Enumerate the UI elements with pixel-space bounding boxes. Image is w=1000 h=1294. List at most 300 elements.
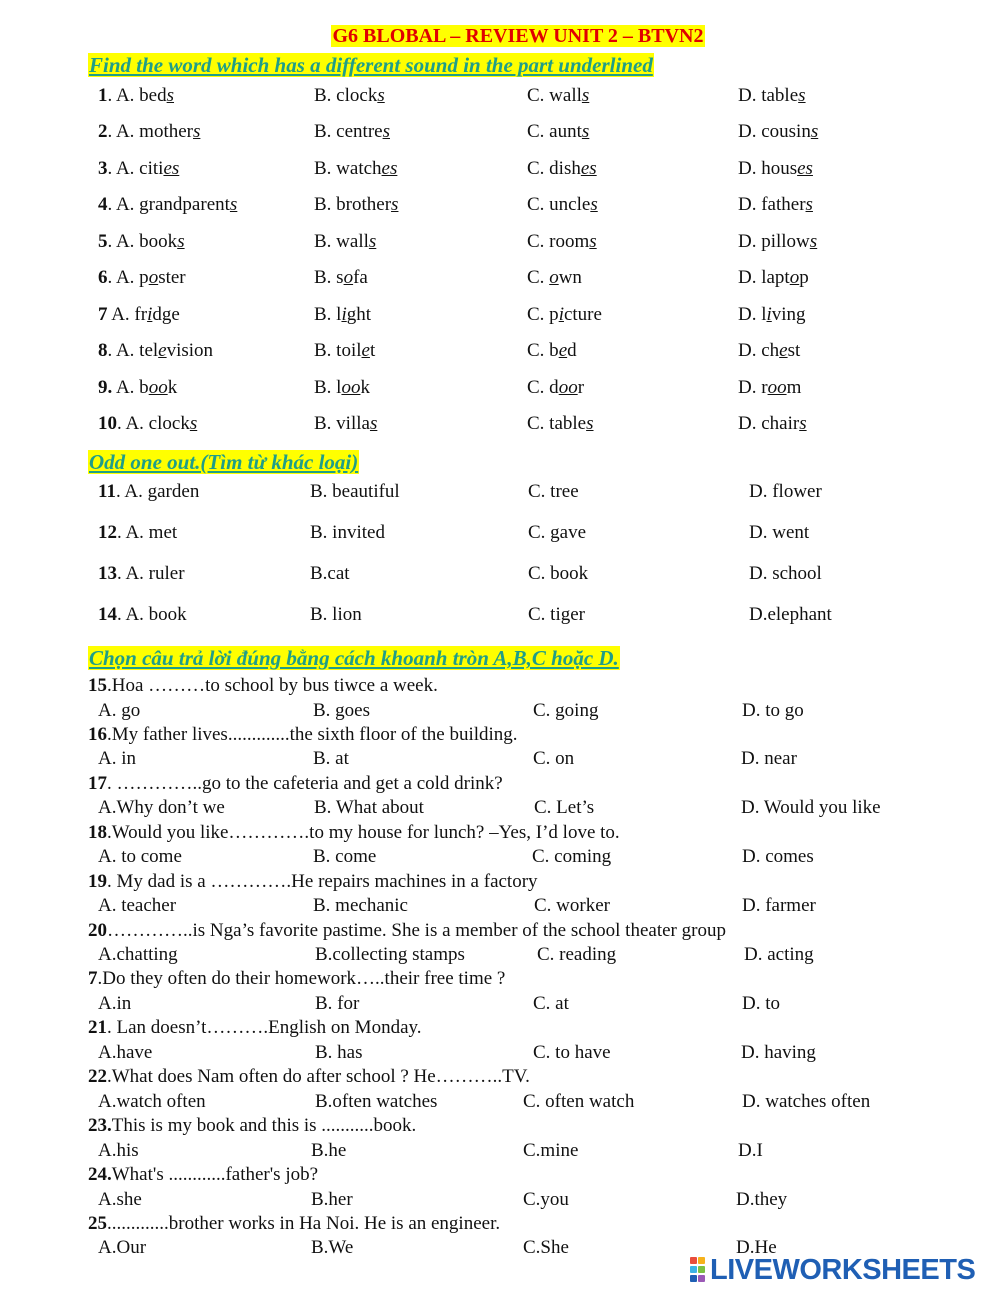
option-text: A. bed	[115, 85, 167, 106]
question-row	[0, 479, 1000, 505]
underlined-part: s	[809, 231, 818, 252]
option-text: B. brother	[314, 194, 392, 215]
option-a[interactable]	[98, 992, 131, 1016]
options-row	[0, 699, 1000, 723]
underlined-part: s	[581, 85, 590, 106]
option-a[interactable]	[98, 375, 177, 401]
question-body: . Lan doesn’t……….English on Monday.	[107, 1017, 422, 1039]
option-text: B. toil	[314, 340, 362, 361]
option-text-end: wn	[558, 267, 582, 288]
option-c[interactable]	[527, 192, 598, 218]
option-b[interactable]	[315, 1090, 437, 1114]
option-text: A. clock	[125, 413, 190, 434]
option-text: C. going	[533, 699, 599, 721]
underlined-part: s	[177, 231, 185, 252]
number-separator: .	[107, 194, 116, 215]
option-d[interactable]	[738, 156, 813, 182]
underlined-part: es	[163, 158, 180, 179]
option-a[interactable]	[98, 411, 197, 437]
option-text: C. coming	[532, 846, 612, 868]
option-text: B.he	[311, 1139, 347, 1161]
question-text	[88, 674, 438, 698]
underlined-part: i	[766, 304, 772, 325]
option-a[interactable]	[98, 265, 186, 291]
option-a[interactable]	[98, 192, 237, 218]
question-number: 24.	[88, 1164, 112, 1185]
question-number: 2	[98, 121, 108, 142]
option-text: D. flower	[749, 481, 822, 502]
option-text: C. table	[527, 413, 587, 434]
question-row	[0, 520, 1000, 546]
option-c[interactable]	[534, 894, 610, 918]
option-b[interactable]	[314, 83, 385, 109]
question-row	[0, 229, 1000, 255]
option-b[interactable]	[314, 192, 398, 218]
option-a[interactable]	[98, 602, 187, 628]
option-b[interactable]	[314, 338, 375, 364]
option-text-end: ster	[158, 267, 186, 288]
option-d[interactable]	[738, 302, 806, 328]
option-a[interactable]	[98, 1090, 206, 1114]
option-text: D. pillow	[738, 231, 810, 252]
option-text: C.mine	[523, 1139, 579, 1161]
option-c[interactable]	[533, 992, 569, 1016]
number-separator: .	[107, 340, 116, 361]
option-text: D. acting	[744, 944, 814, 965]
option-text-end: r	[577, 377, 585, 398]
options-row	[0, 1188, 1000, 1212]
logo-text: LIVEWORKSHEETS	[710, 1254, 976, 1286]
underlined-part: s	[805, 194, 813, 215]
question-number: 23.	[88, 1115, 112, 1137]
option-d[interactable]	[741, 747, 797, 771]
option-text: A. fr	[111, 304, 148, 325]
option-c[interactable]	[533, 699, 598, 723]
option-text: A. citi	[115, 158, 164, 179]
option-c[interactable]	[527, 156, 597, 182]
options-row	[0, 894, 1000, 918]
option-text: A.Our	[98, 1237, 147, 1259]
question-number: 20	[88, 919, 107, 941]
option-text: B. beautiful	[310, 481, 400, 502]
option-b[interactable]	[315, 1041, 363, 1065]
option-text: B.We	[311, 1237, 354, 1259]
option-text-end: ght	[346, 304, 372, 325]
underlined-part: s	[581, 121, 590, 142]
option-a[interactable]	[98, 83, 174, 109]
option-text: D. near	[741, 748, 797, 770]
option-b[interactable]	[314, 302, 371, 328]
option-text: A. garden	[124, 481, 200, 502]
option-text: D. hous	[738, 158, 798, 179]
option-text: C. gave	[528, 522, 587, 543]
question-number: 4	[98, 194, 108, 215]
option-text: D. Would you like	[741, 797, 881, 819]
option-b[interactable]	[311, 1139, 346, 1163]
option-text: A. met	[125, 522, 178, 543]
option-text: A. in	[98, 748, 136, 770]
option-d[interactable]	[738, 1139, 763, 1163]
question-number: 5	[98, 231, 108, 252]
option-text: D. r	[738, 377, 768, 398]
option-c[interactable]	[523, 1090, 634, 1114]
option-text: C. to have	[533, 1041, 611, 1063]
option-b[interactable]	[310, 479, 400, 505]
question-text	[88, 919, 726, 943]
option-c[interactable]	[533, 1041, 611, 1065]
worksheet-title: G6 BLOBAL – REVIEW UNIT 2 – BTVN2	[332, 25, 704, 47]
option-b[interactable]	[311, 1236, 353, 1260]
question-row	[0, 302, 1000, 328]
underlined-part: es	[381, 158, 398, 179]
option-text: C.you	[523, 1188, 569, 1210]
underlined-part: s	[377, 85, 385, 106]
liveworksheets-logo	[690, 1253, 990, 1287]
question-body: .My father lives.............the sixth floor of the building.	[107, 723, 518, 745]
option-text: B. has	[315, 1041, 363, 1063]
option-text: C. b	[527, 340, 559, 361]
underlined-part: i	[558, 304, 564, 325]
option-b[interactable]	[310, 561, 350, 587]
underlined-part: o	[549, 267, 559, 288]
option-d[interactable]	[741, 796, 881, 820]
option-text: D.elephant	[749, 604, 832, 625]
option-text: A. p	[115, 267, 149, 288]
option-d[interactable]	[738, 119, 818, 145]
underlined-part: oo	[341, 377, 361, 398]
question-number: 18	[88, 821, 107, 843]
option-d[interactable]	[741, 1041, 816, 1065]
option-b[interactable]	[314, 229, 376, 255]
question-number: 21	[88, 1017, 107, 1039]
option-c[interactable]	[527, 119, 589, 145]
option-d[interactable]	[749, 561, 822, 587]
option-text: A.in	[98, 992, 132, 1014]
option-text-end: ving	[771, 304, 806, 325]
option-text: B. l	[314, 377, 342, 398]
option-text: A. tel	[115, 340, 159, 361]
option-c[interactable]	[528, 479, 579, 505]
option-text: C. d	[527, 377, 559, 398]
underlined-part: e	[361, 340, 370, 361]
number-separator: .	[117, 522, 126, 543]
option-a[interactable]	[98, 747, 136, 771]
question-text	[88, 967, 505, 991]
question-row	[0, 375, 1000, 401]
question-row	[0, 411, 1000, 437]
number-separator: .	[107, 85, 116, 106]
question-row	[0, 83, 1000, 109]
question-number: 13	[98, 563, 117, 584]
option-text-end: cture	[563, 304, 602, 325]
underlined-part: s	[799, 413, 807, 434]
question-number: 12	[98, 522, 117, 543]
option-text: D. school	[749, 563, 822, 584]
underlined-part: s	[382, 121, 390, 142]
underlined-part: o	[343, 267, 354, 288]
option-text: C. tiger	[528, 604, 585, 625]
option-d[interactable]	[738, 229, 817, 255]
option-a[interactable]	[98, 1188, 142, 1212]
option-text: B.cat	[310, 563, 350, 584]
option-text: A.his	[98, 1139, 139, 1161]
option-text: B. mechanic	[313, 895, 408, 917]
underlined-part: s	[589, 231, 597, 252]
underlined-part: s	[229, 194, 238, 215]
option-b[interactable]	[314, 375, 370, 401]
option-b[interactable]	[314, 119, 390, 145]
option-text: C. p	[527, 304, 559, 325]
option-text-end: m	[786, 377, 802, 398]
question-number: 7	[88, 968, 98, 990]
option-a[interactable]	[98, 229, 185, 255]
options-row	[0, 1041, 1000, 1065]
question-row	[0, 265, 1000, 291]
option-a[interactable]	[98, 302, 180, 328]
option-text: D. to	[742, 992, 780, 1014]
option-text-end: k	[360, 377, 370, 398]
option-a[interactable]	[98, 796, 225, 820]
option-c[interactable]	[527, 338, 577, 364]
question-body: .Hoa ………to school by bus tiwce a week.	[107, 675, 438, 696]
option-c[interactable]	[532, 845, 611, 869]
option-text: D. ch	[738, 340, 780, 361]
option-c[interactable]	[528, 602, 585, 628]
options-row	[0, 943, 1000, 967]
option-text: A. ruler	[125, 563, 185, 584]
option-text: C. wall	[527, 85, 582, 106]
option-d[interactable]	[738, 265, 809, 291]
underlined-part: oo	[767, 377, 787, 398]
option-b[interactable]	[311, 1188, 353, 1212]
option-text: D. cousin	[738, 121, 811, 142]
option-b[interactable]	[313, 845, 376, 869]
underlined-part: oo	[148, 377, 168, 398]
option-b[interactable]	[313, 894, 408, 918]
option-text: C. uncle	[527, 194, 591, 215]
question-body: .Would you like………….to my house for lunch? –Yes, I’d love to.	[107, 821, 620, 843]
option-b[interactable]	[314, 411, 377, 437]
option-b[interactable]	[310, 602, 362, 628]
question-number: 25	[88, 1212, 107, 1234]
option-text-end: p	[799, 267, 809, 288]
options-row	[0, 992, 1000, 1016]
option-text: D.He	[736, 1237, 777, 1259]
option-c[interactable]	[523, 1139, 578, 1163]
option-c[interactable]	[533, 747, 574, 771]
option-c[interactable]	[528, 561, 588, 587]
underlined-part: s	[368, 231, 377, 252]
option-d[interactable]	[738, 192, 813, 218]
option-a[interactable]	[98, 338, 213, 364]
option-text: B. villa	[314, 413, 370, 434]
question-number: 10	[98, 413, 117, 434]
option-text: D. father	[738, 194, 806, 215]
option-text: B. What about	[314, 797, 424, 819]
number-separator: .	[115, 481, 125, 502]
option-text: B. wall	[314, 231, 369, 252]
question-body: This is my book and this is ...........book.	[111, 1115, 417, 1137]
number-separator: .	[107, 231, 116, 252]
option-text: B. watch	[314, 158, 382, 179]
option-d[interactable]	[742, 845, 814, 869]
option-text: D.they	[736, 1188, 788, 1210]
option-b[interactable]	[315, 943, 465, 967]
question-body: . My dad is a ………….He repairs machines in a factory	[107, 870, 538, 892]
option-b[interactable]	[310, 520, 385, 546]
number-separator: .	[117, 604, 126, 625]
option-text: C.She	[523, 1237, 569, 1259]
underlined-part: e	[558, 340, 568, 361]
option-c[interactable]	[527, 83, 589, 109]
option-text: A. b	[115, 377, 149, 398]
option-text: D. to go	[742, 699, 804, 721]
question-text	[88, 870, 538, 894]
section3-heading: Chọn câu trả lời đúng bằng cách khoanh tròn A,B,C hoặc D.	[89, 646, 619, 670]
underlined-part: o	[789, 267, 800, 288]
option-d[interactable]	[738, 375, 801, 401]
underlined-part: i	[147, 304, 153, 325]
question-number: 7	[98, 304, 108, 325]
option-text: D. chair	[738, 413, 800, 434]
option-text: D. comes	[742, 846, 814, 868]
option-text: D. table	[738, 85, 799, 106]
option-b[interactable]	[313, 699, 370, 723]
question-number: 16	[88, 723, 107, 745]
option-d[interactable]	[749, 479, 822, 505]
option-c[interactable]	[527, 411, 594, 437]
question-text	[88, 1163, 318, 1187]
question-body: …………..is Nga’s favorite pastime. She is a member of the school theater group	[107, 919, 726, 941]
option-text: B. l	[314, 304, 342, 325]
option-b[interactable]	[313, 747, 349, 771]
question-text	[88, 1016, 422, 1040]
underlined-part: es	[580, 158, 597, 179]
option-text: B. centre	[314, 121, 383, 142]
option-c[interactable]	[537, 943, 616, 967]
options-row	[0, 1090, 1000, 1114]
option-text: B. for	[315, 992, 360, 1014]
option-a[interactable]	[98, 1236, 146, 1260]
question-row	[0, 338, 1000, 364]
question-row	[0, 192, 1000, 218]
question-body: What's ............father's job?	[111, 1164, 319, 1185]
option-text: B. goes	[313, 699, 370, 721]
option-c[interactable]	[528, 520, 586, 546]
option-text: B. at	[313, 748, 349, 770]
option-text: A. teacher	[98, 895, 177, 917]
options-row	[0, 796, 1000, 820]
option-a[interactable]	[98, 156, 179, 182]
underlined-part: s	[166, 85, 175, 106]
option-text: B. clock	[314, 85, 378, 106]
option-d[interactable]	[742, 894, 816, 918]
question-body: .............brother works in Ha Noi. He is an engineer.	[107, 1212, 501, 1234]
option-d[interactable]	[749, 520, 809, 546]
option-a[interactable]	[98, 845, 182, 869]
option-text-end: st	[787, 340, 801, 361]
option-a[interactable]	[98, 1139, 139, 1163]
option-d[interactable]	[738, 338, 800, 364]
option-a[interactable]	[98, 520, 177, 546]
question-body: .What does Nam often do after school ? He………..TV.	[107, 1066, 530, 1088]
question-number: 17	[88, 772, 107, 794]
option-text: A. mother	[115, 121, 193, 142]
option-text: A.have	[98, 1041, 153, 1063]
option-text: D. farmer	[742, 895, 816, 917]
option-a[interactable]	[98, 1041, 152, 1065]
number-separator: .	[107, 267, 116, 288]
option-c[interactable]	[527, 265, 582, 291]
question-number: 9.	[98, 377, 113, 398]
option-a[interactable]	[98, 479, 199, 505]
number-separator: .	[117, 563, 126, 584]
option-a[interactable]	[98, 561, 185, 587]
underlined-part: s	[798, 85, 806, 106]
options-row	[0, 1139, 1000, 1163]
option-text: C. Let’s	[534, 797, 595, 819]
option-a[interactable]	[98, 699, 140, 723]
option-d[interactable]	[749, 602, 832, 628]
option-d[interactable]	[738, 83, 806, 109]
option-a[interactable]	[98, 119, 200, 145]
option-b[interactable]	[314, 265, 368, 291]
option-c[interactable]	[527, 375, 584, 401]
option-text: C. worker	[534, 895, 610, 917]
question-number: 3	[98, 158, 108, 179]
option-text: A.she	[98, 1188, 142, 1210]
option-b[interactable]	[314, 156, 397, 182]
option-text: B.her	[311, 1188, 353, 1210]
option-a[interactable]	[98, 943, 178, 967]
option-c[interactable]	[534, 796, 594, 820]
option-text-end: dge	[152, 304, 180, 325]
option-d[interactable]	[742, 992, 780, 1016]
option-d[interactable]	[742, 699, 804, 723]
question-body: . …………..go to the cafeteria and get a cold drink?	[107, 772, 503, 794]
options-row	[0, 845, 1000, 869]
option-text: A. book	[125, 604, 187, 625]
option-text: B. invited	[310, 522, 385, 543]
section1-heading: Find the word which has a different sound in the part underlined	[89, 53, 653, 77]
option-text: D. l	[738, 304, 767, 325]
option-text: A. grandparent	[115, 194, 230, 215]
underlined-part: s	[586, 413, 594, 434]
underlined-part: s	[391, 194, 399, 215]
option-a[interactable]	[98, 894, 176, 918]
option-d[interactable]	[744, 943, 814, 967]
option-text: B. s	[314, 267, 344, 288]
option-text: B. come	[313, 846, 377, 868]
option-text: C. reading	[537, 944, 617, 965]
option-c[interactable]	[527, 302, 602, 328]
option-c[interactable]	[523, 1236, 569, 1260]
option-text-end: d	[567, 340, 577, 361]
option-b[interactable]	[315, 992, 359, 1016]
options-row	[0, 747, 1000, 771]
option-text: A. go	[98, 699, 141, 721]
question-body: .Do they often do their homework…..their free time ?	[97, 968, 506, 990]
option-c[interactable]	[527, 229, 597, 255]
option-d[interactable]	[738, 411, 807, 437]
underlined-part: s	[193, 121, 201, 142]
option-b[interactable]	[314, 796, 424, 820]
option-d[interactable]	[742, 1090, 870, 1114]
option-d[interactable]	[736, 1188, 787, 1212]
question-text	[88, 1065, 530, 1089]
logo-squares-icon	[690, 1257, 706, 1283]
option-c[interactable]	[523, 1188, 569, 1212]
